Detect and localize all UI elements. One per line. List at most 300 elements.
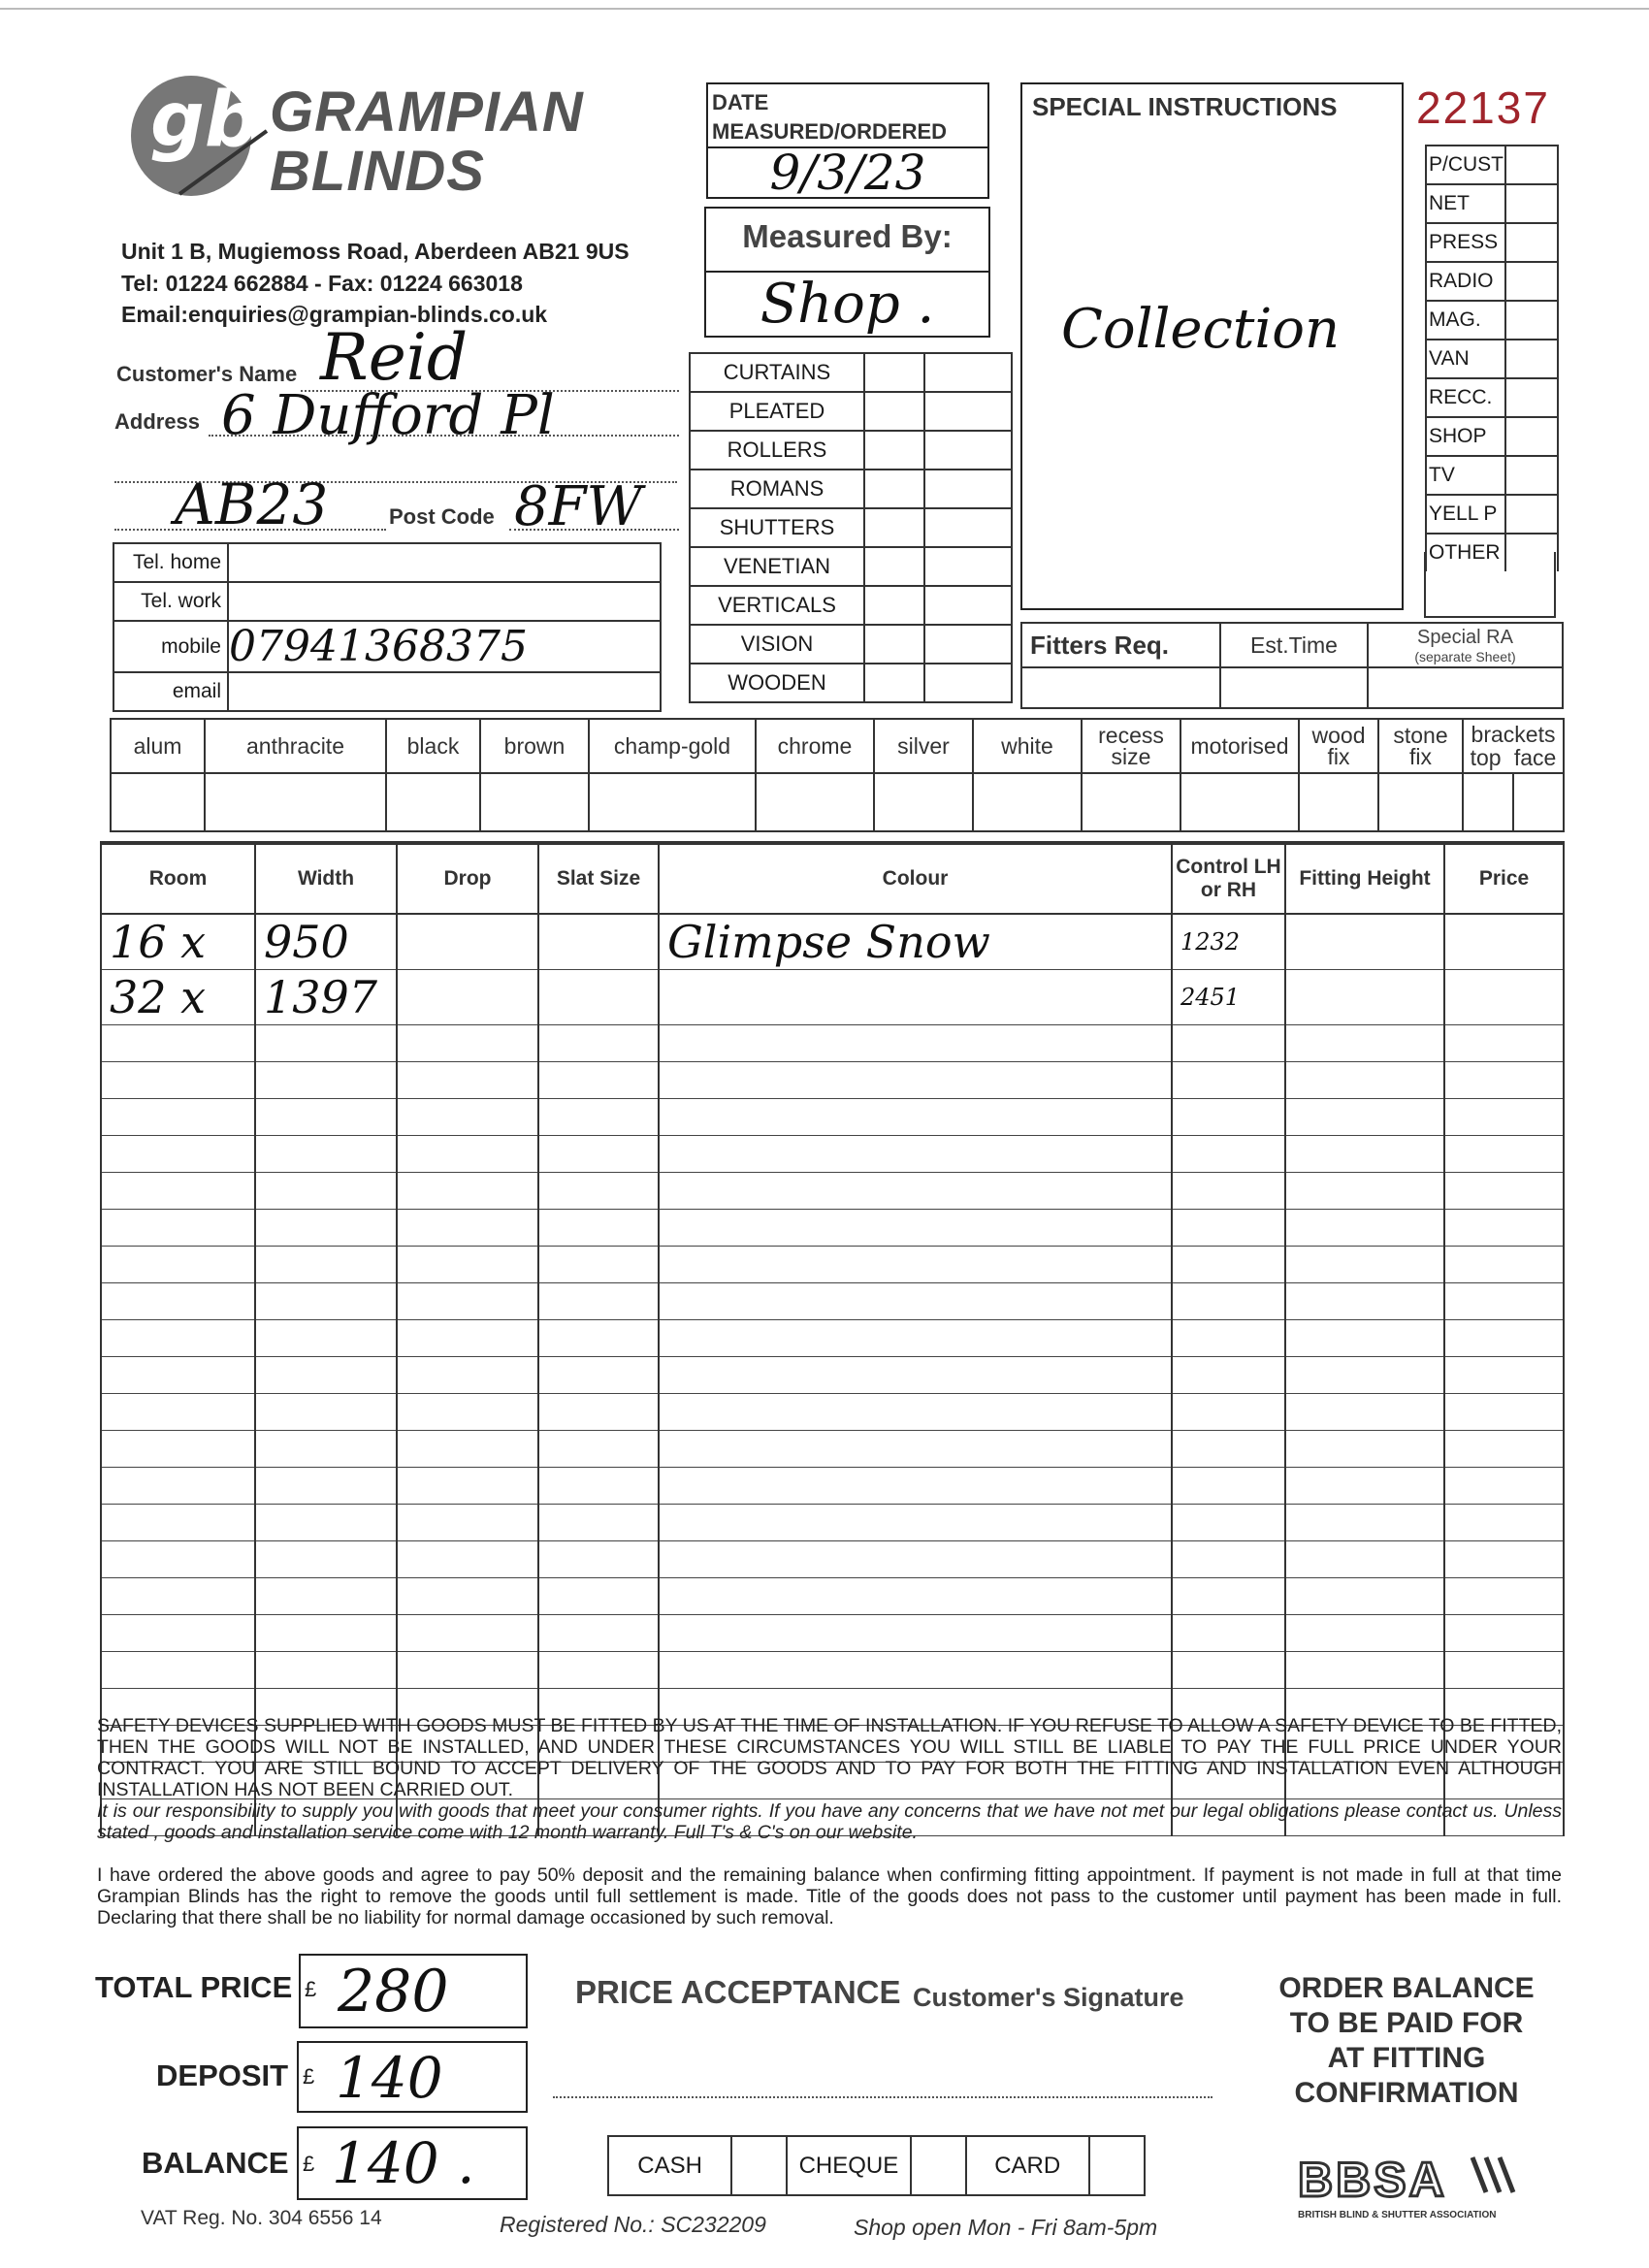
cell-fitting-height[interactable] xyxy=(1285,1468,1444,1505)
order-number: 22137 xyxy=(1416,82,1550,133)
cell-width[interactable] xyxy=(255,1247,397,1283)
extra-option-check[interactable] xyxy=(1378,773,1463,831)
total-price-value: 280 xyxy=(338,1958,449,2025)
measured-by-box xyxy=(704,207,990,338)
cell-slat-size[interactable] xyxy=(538,1615,659,1652)
cell-slat-size[interactable] xyxy=(538,1247,659,1283)
cell-control[interactable] xyxy=(1172,1136,1285,1173)
cell-width[interactable] xyxy=(255,1541,397,1578)
cell-price[interactable] xyxy=(1444,1025,1564,1062)
blind-type-label: SHUTTERS xyxy=(690,508,864,547)
cell-control[interactable] xyxy=(1172,1320,1285,1357)
extra-option-label: wood fix xyxy=(1299,719,1378,773)
source-check[interactable] xyxy=(1505,456,1558,495)
cell-control[interactable] xyxy=(1172,1247,1285,1283)
cell-price[interactable] xyxy=(1444,1173,1564,1210)
source-label: YELL P xyxy=(1426,495,1505,534)
col-price: Price xyxy=(1444,843,1564,914)
special-instructions-label: SPECIAL INSTRUCTIONS xyxy=(1032,92,1338,121)
blind-type-check[interactable] xyxy=(864,353,924,392)
finish-check[interactable] xyxy=(973,773,1082,831)
cell-fitting-height[interactable] xyxy=(1285,1025,1444,1062)
cell-colour[interactable] xyxy=(659,1468,1172,1505)
deposit-value: 140 xyxy=(336,2045,443,2111)
source-check[interactable] xyxy=(1505,495,1558,534)
cell-colour[interactable] xyxy=(659,1136,1172,1173)
blind-type-check[interactable] xyxy=(864,547,924,586)
cell-control[interactable] xyxy=(1172,1615,1285,1652)
source-row xyxy=(1426,417,1558,456)
cell-room[interactable] xyxy=(101,1320,255,1357)
cell-slat-size[interactable] xyxy=(538,1099,659,1136)
cell-width[interactable] xyxy=(255,1615,397,1652)
source-check[interactable] xyxy=(1505,223,1558,262)
fitters-req-field[interactable] xyxy=(1021,667,1220,708)
cell-slat-size[interactable] xyxy=(538,914,659,970)
source-row xyxy=(1426,184,1558,223)
cell-slat-size[interactable] xyxy=(538,1062,659,1099)
cell-fitting-height[interactable] xyxy=(1285,1136,1444,1173)
cell-fitting-height[interactable] xyxy=(1285,1505,1444,1541)
cell-control[interactable] xyxy=(1172,1283,1285,1320)
col-control: Control LH or RH xyxy=(1172,843,1285,914)
mobile-label: mobile xyxy=(113,621,228,672)
total-price-box[interactable] xyxy=(299,1954,528,2028)
cell-drop[interactable] xyxy=(397,1025,538,1062)
cell-control[interactable] xyxy=(1172,1394,1285,1431)
cell-slat-size[interactable] xyxy=(538,1652,659,1689)
cell-colour[interactable] xyxy=(659,1505,1172,1541)
brackets-face-label: face xyxy=(1513,745,1557,770)
currency-symbol: £ xyxy=(303,2064,315,2089)
cell-width[interactable] xyxy=(255,1283,397,1320)
cell-fitting-height[interactable] xyxy=(1285,914,1444,970)
cell-room[interactable] xyxy=(101,1173,255,1210)
cell-price[interactable] xyxy=(1444,1652,1564,1689)
col-room: Room xyxy=(101,843,255,914)
cell-room[interactable] xyxy=(101,1505,255,1541)
company-address: Unit 1 B, Mugiemoss Road, Aberdeen AB21 9US xyxy=(121,239,630,264)
cell-slat-size[interactable] xyxy=(538,1578,659,1615)
cell-control[interactable] xyxy=(1172,1025,1285,1062)
cell-drop[interactable] xyxy=(397,1394,538,1431)
blind-type-qty[interactable] xyxy=(924,470,1012,508)
blind-type-check[interactable] xyxy=(864,392,924,431)
cell-colour[interactable] xyxy=(659,1099,1172,1136)
extra-option-check[interactable] xyxy=(1180,773,1299,831)
cell-colour[interactable] xyxy=(659,1431,1172,1468)
source-check[interactable] xyxy=(1505,184,1558,223)
table-row xyxy=(101,1283,1564,1320)
cell-width[interactable] xyxy=(255,1578,397,1615)
cell-room[interactable] xyxy=(101,1578,255,1615)
cell-price[interactable] xyxy=(1444,1320,1564,1357)
payment-method-check[interactable] xyxy=(731,2136,787,2195)
source-row xyxy=(1426,378,1558,417)
cell-room[interactable]: 32 x xyxy=(101,970,255,1025)
postcode-value[interactable]: 8FW xyxy=(514,475,643,538)
cell-price[interactable] xyxy=(1444,914,1564,970)
blind-type-qty[interactable] xyxy=(924,586,1012,625)
cell-width[interactable] xyxy=(255,1431,397,1468)
blind-type-check[interactable] xyxy=(864,586,924,625)
blind-type-qty[interactable] xyxy=(924,664,1012,702)
cell-width[interactable] xyxy=(255,1062,397,1099)
cell-price[interactable] xyxy=(1444,1468,1564,1505)
cell-width[interactable] xyxy=(255,1320,397,1357)
blind-type-label: VENETIAN xyxy=(690,547,864,586)
cell-control[interactable] xyxy=(1172,1578,1285,1615)
blind-type-check[interactable] xyxy=(864,470,924,508)
cell-slat-size[interactable] xyxy=(538,970,659,1025)
registered-number: Registered No.: SC232209 xyxy=(500,2212,766,2237)
deposit-box[interactable] xyxy=(297,2041,528,2113)
brand-name-line2: BLINDS xyxy=(270,140,485,203)
source-label: P/CUST xyxy=(1426,146,1505,184)
finish-check[interactable] xyxy=(111,773,205,831)
payment-method-check[interactable] xyxy=(1089,2136,1145,2195)
cell-price[interactable] xyxy=(1444,1136,1564,1173)
source-list xyxy=(1425,145,1559,571)
cell-fitting-height[interactable] xyxy=(1285,1173,1444,1210)
cell-width[interactable] xyxy=(255,1468,397,1505)
cell-drop[interactable] xyxy=(397,914,538,970)
cell-fitting-height[interactable] xyxy=(1285,1283,1444,1320)
table-row xyxy=(101,1173,1564,1210)
cell-price[interactable] xyxy=(1444,1283,1564,1320)
cell-drop[interactable] xyxy=(397,1062,538,1099)
date-value[interactable]: 9/3/23 xyxy=(708,146,987,197)
cell-control[interactable] xyxy=(1172,1541,1285,1578)
cell-fitting-height[interactable] xyxy=(1285,1210,1444,1247)
finish-check[interactable] xyxy=(589,773,756,831)
cell-colour[interactable] xyxy=(659,1025,1172,1062)
cell-price[interactable] xyxy=(1444,1615,1564,1652)
cell-colour[interactable] xyxy=(659,1541,1172,1578)
cell-room[interactable] xyxy=(101,1136,255,1173)
finish-check[interactable] xyxy=(874,773,973,831)
cell-slat-size[interactable] xyxy=(538,1394,659,1431)
blind-type-check[interactable] xyxy=(864,508,924,547)
finish-check[interactable] xyxy=(386,773,480,831)
source-check[interactable] xyxy=(1505,301,1558,340)
cell-fitting-height[interactable] xyxy=(1285,1578,1444,1615)
payment-method-check[interactable] xyxy=(911,2136,966,2195)
blind-type-qty[interactable] xyxy=(924,625,1012,664)
table-row xyxy=(101,1247,1564,1283)
cell-slat-size[interactable] xyxy=(538,1431,659,1468)
cell-room[interactable] xyxy=(101,1062,255,1099)
blind-type-qty[interactable] xyxy=(924,431,1012,470)
cell-slat-size[interactable] xyxy=(538,1357,659,1394)
cell-colour[interactable] xyxy=(659,1247,1172,1283)
cell-colour[interactable] xyxy=(659,1357,1172,1394)
order-balance-line: TO BE PAID FOR xyxy=(1289,2007,1524,2039)
blind-type-row xyxy=(690,470,1012,508)
cell-control[interactable] xyxy=(1172,1062,1285,1099)
cell-control[interactable] xyxy=(1172,1357,1285,1394)
source-label: TV xyxy=(1426,456,1505,495)
cell-drop[interactable] xyxy=(397,1652,538,1689)
cell-control[interactable] xyxy=(1172,1468,1285,1505)
signature-line[interactable] xyxy=(553,2096,1212,2098)
cell-control[interactable] xyxy=(1172,1652,1285,1689)
cell-colour[interactable]: Glimpse Snow xyxy=(659,914,1172,970)
table-row xyxy=(101,1578,1564,1615)
cell-drop[interactable] xyxy=(397,1247,538,1283)
cell-slat-size[interactable] xyxy=(538,1505,659,1541)
blind-type-label: VERTICALS xyxy=(690,586,864,625)
extra-option-check[interactable] xyxy=(1299,773,1378,831)
cell-slat-size[interactable] xyxy=(538,1283,659,1320)
table-row xyxy=(101,1210,1564,1247)
special-ra-label: Special RA xyxy=(1417,626,1513,648)
finish-check[interactable] xyxy=(205,773,386,831)
cell-fitting-height[interactable] xyxy=(1285,1099,1444,1136)
address-value[interactable]: 6 Dufford Pl xyxy=(221,384,555,447)
cell-drop[interactable] xyxy=(397,970,538,1025)
cell-room[interactable] xyxy=(101,1652,255,1689)
cell-drop[interactable] xyxy=(397,1283,538,1320)
source-label: OTHER xyxy=(1426,534,1505,571)
cell-price[interactable] xyxy=(1444,1578,1564,1615)
cell-room[interactable] xyxy=(101,1541,255,1578)
cell-fitting-height[interactable] xyxy=(1285,1320,1444,1357)
cell-colour[interactable] xyxy=(659,1615,1172,1652)
currency-symbol: £ xyxy=(305,1977,317,2001)
email-label: email xyxy=(113,672,228,711)
cell-width[interactable] xyxy=(255,1394,397,1431)
cell-width[interactable] xyxy=(255,1099,397,1136)
cell-drop[interactable] xyxy=(397,1468,538,1505)
cell-width[interactable] xyxy=(255,1652,397,1689)
table-row xyxy=(101,1652,1564,1689)
finish-label: silver xyxy=(874,719,973,773)
source-label: RECC. xyxy=(1426,378,1505,417)
cell-width[interactable] xyxy=(255,1173,397,1210)
city-value[interactable]: AB23 xyxy=(175,471,329,537)
cell-price[interactable] xyxy=(1444,1505,1564,1541)
cell-drop[interactable] xyxy=(397,1210,538,1247)
cell-control[interactable] xyxy=(1172,1210,1285,1247)
blind-type-row xyxy=(690,625,1012,664)
finish-options-table xyxy=(110,718,1565,832)
cell-fitting-height[interactable] xyxy=(1285,1357,1444,1394)
top-edge xyxy=(0,8,1649,10)
terms-rights: It is our responsibility to supply you with goods that meet your consumer rights. If you have any concerns that we have not met our legal obligations please contact us. Unless stated , goods and installation service come with 12 month warranty. Full T's & C's on our website. xyxy=(97,1800,1562,1843)
cell-price[interactable] xyxy=(1444,1357,1564,1394)
cell-room[interactable]: 16 x xyxy=(101,914,255,970)
cell-drop[interactable] xyxy=(397,1357,538,1394)
cell-width[interactable] xyxy=(255,1357,397,1394)
blind-type-check[interactable] xyxy=(864,625,924,664)
cell-drop[interactable] xyxy=(397,1099,538,1136)
extra-option-label: stone fix xyxy=(1378,719,1463,773)
source-row xyxy=(1426,301,1558,340)
source-row xyxy=(1426,146,1558,184)
source-label: RADIO xyxy=(1426,262,1505,301)
source-row xyxy=(1426,456,1558,495)
cell-slat-size[interactable] xyxy=(538,1541,659,1578)
fitters-table xyxy=(1020,622,1564,709)
cell-control[interactable] xyxy=(1172,1431,1285,1468)
cell-drop[interactable] xyxy=(397,1505,538,1541)
cell-room[interactable] xyxy=(101,1431,255,1468)
customer-name-value[interactable]: Reid xyxy=(320,320,469,395)
cell-fitting-height[interactable] xyxy=(1285,970,1444,1025)
cell-control[interactable]: 1232 xyxy=(1172,914,1285,970)
table-row xyxy=(101,1394,1564,1431)
cell-colour[interactable] xyxy=(659,1062,1172,1099)
blind-type-qty[interactable] xyxy=(924,392,1012,431)
cell-price[interactable] xyxy=(1444,1099,1564,1136)
cell-slat-size[interactable] xyxy=(538,1210,659,1247)
cell-room[interactable] xyxy=(101,1615,255,1652)
tel-home-field[interactable] xyxy=(228,543,661,582)
cell-room[interactable] xyxy=(101,1099,255,1136)
measured-by-value[interactable]: Shop . xyxy=(706,271,988,337)
source-check[interactable] xyxy=(1505,417,1558,456)
col-width: Width xyxy=(255,843,397,914)
cell-fitting-height[interactable] xyxy=(1285,1431,1444,1468)
blind-type-row xyxy=(690,547,1012,586)
source-row xyxy=(1426,262,1558,301)
cell-drop[interactable] xyxy=(397,1541,538,1578)
blind-type-label: VISION xyxy=(690,625,864,664)
balance-box[interactable] xyxy=(297,2126,528,2200)
cell-price[interactable] xyxy=(1444,1210,1564,1247)
cell-room[interactable] xyxy=(101,1468,255,1505)
blind-type-row xyxy=(690,508,1012,547)
cell-drop[interactable] xyxy=(397,1431,538,1468)
col-fitting-height: Fitting Height xyxy=(1285,843,1444,914)
cell-width[interactable] xyxy=(255,1505,397,1541)
brackets-face-check[interactable] xyxy=(1513,773,1564,831)
cell-price[interactable] xyxy=(1444,1431,1564,1468)
cell-fitting-height[interactable] xyxy=(1285,1652,1444,1689)
cell-colour[interactable] xyxy=(659,1283,1172,1320)
cell-slat-size[interactable] xyxy=(538,1468,659,1505)
cell-room[interactable] xyxy=(101,1394,255,1431)
blind-type-check[interactable] xyxy=(864,664,924,702)
cell-room[interactable] xyxy=(101,1357,255,1394)
email-field[interactable] xyxy=(228,672,661,711)
cell-drop[interactable] xyxy=(397,1615,538,1652)
company-email: Email:enquiries@grampian-blinds.co.uk xyxy=(121,302,548,327)
blind-type-check[interactable] xyxy=(864,431,924,470)
tel-work-label: Tel. work xyxy=(113,582,228,621)
terms-safety: SAFETY DEVICES SUPPLIED WITH GOODS MUST BE FITTED BY US AT THE TIME OF INSTALLATION. IF YOU REFUSE TO ALLOW A SAFETY DEVICE TO BE FITTED, THEN THE GOODS WILL NOT BE INSTALLED, AND UNDER THESE CIRCUMSTANCES YOU WILL STILL BE LIABLE TO PAY THE FULL PRICE UNDER YOUR CONTRACT. YOU ARE STILL BOUND TO ACCEPT DELIVERY OF THE GOODS AND TO PAY FOR BOTH THE FITTING AND INSTALLATION EVEN ALTHOUGH INSTALLATION HAS NOT BEEN CARRIED OUT. xyxy=(97,1715,1562,1800)
extra-option-check[interactable] xyxy=(1082,773,1180,831)
cell-colour[interactable] xyxy=(659,1320,1172,1357)
cell-room[interactable] xyxy=(101,1283,255,1320)
source-check[interactable] xyxy=(1505,262,1558,301)
cell-drop[interactable] xyxy=(397,1173,538,1210)
special-ra-field[interactable] xyxy=(1368,667,1563,708)
source-label: SHOP xyxy=(1426,417,1505,456)
customer-name-label: Customer's Name xyxy=(116,362,298,386)
cell-control[interactable] xyxy=(1172,1173,1285,1210)
cell-width[interactable] xyxy=(255,1025,397,1062)
cell-width[interactable]: 1397 xyxy=(255,970,397,1025)
cell-width[interactable]: 950 xyxy=(255,914,397,970)
logo-letters: gb xyxy=(150,77,259,164)
blind-type-qty[interactable] xyxy=(924,547,1012,586)
tel-work-field[interactable] xyxy=(228,582,661,621)
payment-method-label: CARD xyxy=(966,2136,1089,2195)
cell-fitting-height[interactable] xyxy=(1285,1062,1444,1099)
source-row xyxy=(1426,495,1558,534)
date-box xyxy=(706,82,989,199)
cell-price[interactable] xyxy=(1444,1062,1564,1099)
date-label: DATE MEASURED/ORDERED xyxy=(712,90,948,144)
balance-value: 140 . xyxy=(332,2130,475,2196)
blind-type-label: ROLLERS xyxy=(690,431,864,470)
cell-colour[interactable] xyxy=(659,1652,1172,1689)
cell-control[interactable] xyxy=(1172,1099,1285,1136)
cell-colour[interactable] xyxy=(659,1578,1172,1615)
cell-width[interactable] xyxy=(255,1136,397,1173)
order-balance-note xyxy=(1251,1971,1562,2111)
finish-check[interactable] xyxy=(480,773,589,831)
cell-fitting-height[interactable] xyxy=(1285,1394,1444,1431)
est-time-field[interactable] xyxy=(1220,667,1368,708)
brand-name-line1: GRAMPIAN xyxy=(270,81,584,144)
cell-price[interactable] xyxy=(1444,1541,1564,1578)
cell-slat-size[interactable] xyxy=(538,1320,659,1357)
payment-method-label: CHEQUE xyxy=(787,2136,910,2195)
cell-colour[interactable] xyxy=(659,970,1172,1025)
cell-fitting-height[interactable] xyxy=(1285,1247,1444,1283)
cell-room[interactable] xyxy=(101,1210,255,1247)
blind-type-label: WOODEN xyxy=(690,664,864,702)
cell-fitting-height[interactable] xyxy=(1285,1615,1444,1652)
col-slat-size: Slat Size xyxy=(538,843,659,914)
fitters-req-label: Fitters Req. xyxy=(1021,623,1220,667)
special-instructions-value[interactable]: Collection xyxy=(1061,298,1341,361)
cell-control[interactable]: 2451 xyxy=(1172,970,1285,1025)
blind-type-qty[interactable] xyxy=(924,353,1012,392)
source-check[interactable] xyxy=(1505,340,1558,378)
cell-drop[interactable] xyxy=(397,1578,538,1615)
cell-drop[interactable] xyxy=(397,1320,538,1357)
cell-colour[interactable] xyxy=(659,1210,1172,1247)
cell-price[interactable] xyxy=(1444,1247,1564,1283)
cell-room[interactable] xyxy=(101,1025,255,1062)
cell-drop[interactable] xyxy=(397,1136,538,1173)
cell-colour[interactable] xyxy=(659,1173,1172,1210)
cell-slat-size[interactable] xyxy=(538,1173,659,1210)
source-check[interactable] xyxy=(1505,378,1558,417)
special-instructions-box xyxy=(1020,82,1404,610)
cell-price[interactable] xyxy=(1444,1394,1564,1431)
cell-slat-size[interactable] xyxy=(538,1136,659,1173)
cell-control[interactable] xyxy=(1172,1505,1285,1541)
blind-type-qty[interactable] xyxy=(924,508,1012,547)
cell-fitting-height[interactable] xyxy=(1285,1541,1444,1578)
cell-colour[interactable] xyxy=(659,1394,1172,1431)
source-check[interactable] xyxy=(1505,146,1558,184)
cell-width[interactable] xyxy=(255,1210,397,1247)
mobile-value[interactable]: 07941368375 xyxy=(228,621,661,672)
cell-price[interactable] xyxy=(1444,970,1564,1025)
payment-method-label: CASH xyxy=(608,2136,731,2195)
finish-check[interactable] xyxy=(756,773,874,831)
cell-slat-size[interactable] xyxy=(538,1025,659,1062)
brackets-top-check[interactable] xyxy=(1463,773,1513,831)
source-other-space xyxy=(1424,552,1556,618)
cell-room[interactable] xyxy=(101,1247,255,1283)
